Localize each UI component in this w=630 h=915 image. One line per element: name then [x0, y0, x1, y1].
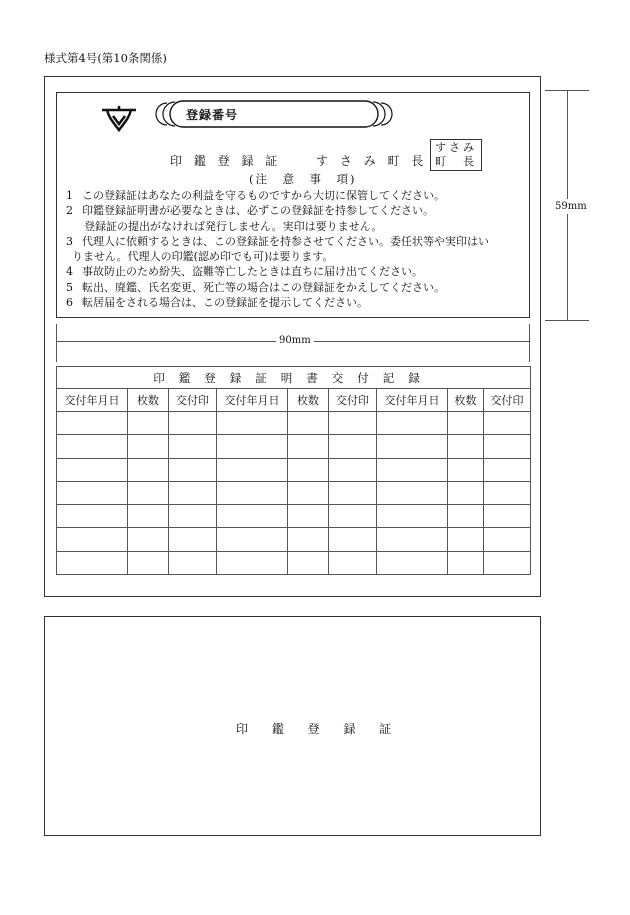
- table-cell: [448, 412, 484, 435]
- table-cell: [448, 458, 484, 481]
- column-header: 交付年月日: [377, 389, 448, 412]
- table-cell: [128, 551, 169, 574]
- table-cell: [288, 412, 329, 435]
- table-cell: [329, 458, 377, 481]
- notice-list: [66, 188, 528, 310]
- table-cell: [377, 551, 448, 574]
- table-row: [57, 551, 531, 574]
- table-cell: [128, 458, 169, 481]
- table-cell: [377, 412, 448, 435]
- notice-item: 4 事故防止のため紛失、盗難等亡したときは直ちに届け出てください。: [66, 265, 423, 279]
- table-cell: [217, 551, 288, 574]
- table-cell: [448, 505, 484, 528]
- seal-line-1: すさみ: [435, 141, 477, 154]
- notice-item: 2 印鑑登録証明書が必要なときは、必ずこの登録証を持参してください。: [66, 204, 434, 218]
- table-cell: [57, 481, 128, 504]
- table-row: [57, 458, 531, 481]
- table-cell: [484, 551, 531, 574]
- table-cell: [57, 528, 128, 551]
- column-header: 枚数: [128, 389, 169, 412]
- table-cell: [377, 528, 448, 551]
- table-cell: [484, 435, 531, 458]
- column-header: 枚数: [448, 389, 484, 412]
- table-cell: [128, 435, 169, 458]
- width-dimension-tick-right: [529, 324, 530, 362]
- table-cell: [57, 458, 128, 481]
- height-dimension-tick-top: [545, 90, 589, 91]
- table-cell: [169, 551, 217, 574]
- table-cell: [217, 481, 288, 504]
- table-cell: [329, 528, 377, 551]
- table-cell: [217, 435, 288, 458]
- column-header: 交付印: [169, 389, 217, 412]
- table-cell: [329, 551, 377, 574]
- table-cell: [169, 435, 217, 458]
- table-cell: [57, 505, 128, 528]
- table-cell: [484, 458, 531, 481]
- table-cell: [288, 528, 329, 551]
- table-cell: [128, 528, 169, 551]
- table-cell: [484, 505, 531, 528]
- table-cell: [377, 458, 448, 481]
- table-cell: [169, 528, 217, 551]
- table-cell: [288, 435, 329, 458]
- table-cell: [484, 412, 531, 435]
- back-side-title: 印 鑑 登 録 証: [236, 722, 402, 736]
- table-cell: [169, 505, 217, 528]
- official-seal: [430, 139, 482, 171]
- table-cell: [448, 528, 484, 551]
- notice-heading: (注 意 事 項): [249, 172, 357, 186]
- table-row: [57, 435, 531, 458]
- table-cell: [57, 412, 128, 435]
- town-mayor-label: す さ み 町 長: [316, 154, 428, 168]
- table-cell: [484, 481, 531, 504]
- notice-continuation: りません。代理人の印鑑(認め印でも可)は要ります。: [72, 250, 334, 264]
- table-cell: [217, 505, 288, 528]
- table-cell: [377, 435, 448, 458]
- town-emblem-icon: [99, 104, 139, 134]
- width-dimension-tick-left: [56, 324, 57, 362]
- table-row: [57, 505, 531, 528]
- table-cell: [169, 412, 217, 435]
- table-cell: [377, 481, 448, 504]
- height-dimension-label: 59mm: [555, 201, 587, 212]
- table-cell: [288, 458, 329, 481]
- table-cell: [448, 435, 484, 458]
- table-cell: [169, 458, 217, 481]
- table-cell: [128, 481, 169, 504]
- table-cell: [377, 505, 448, 528]
- table-cell: [217, 458, 288, 481]
- table-cell: [217, 412, 288, 435]
- width-dimension-label: 90mm: [276, 335, 314, 346]
- table-cell: [288, 551, 329, 574]
- table-cell: [169, 481, 217, 504]
- issuance-record-table: [56, 366, 531, 575]
- table-cell: [329, 481, 377, 504]
- height-dimension-tick-bottom: [545, 320, 589, 321]
- column-header: 枚数: [288, 389, 329, 412]
- column-header: 交付年月日: [57, 389, 128, 412]
- table-cell: [288, 505, 329, 528]
- column-header: 交付印: [484, 389, 531, 412]
- notice-item: 1 この登録証はあなたの利益を守るものですから大切に保管してください。: [66, 189, 445, 202]
- seal-line-2: 町 長: [435, 155, 477, 168]
- table-cell: [329, 505, 377, 528]
- table-row: [57, 528, 531, 551]
- column-header: 交付年月日: [217, 389, 288, 412]
- notice-item: 6 転居届をされる場合は、この登録証を提示してください。: [66, 296, 368, 310]
- notice-item: 3 代理人に依頼するときは、この登録証を持参させてください。委任状等や実印はい: [66, 234, 489, 248]
- table-cell: [448, 481, 484, 504]
- table-cell: [484, 528, 531, 551]
- card-heading: 印 鑑 登 録 証: [170, 154, 282, 168]
- record-table-title: 印鑑登録証明書交付記録: [57, 367, 531, 389]
- table-cell: [217, 528, 288, 551]
- column-header: 交付印: [329, 389, 377, 412]
- table-cell: [448, 551, 484, 574]
- table-row: [57, 412, 531, 435]
- notice-continuation: 登録証の提出がなければ発行しません。実印は要りません。: [84, 219, 383, 233]
- table-cell: [57, 435, 128, 458]
- table-cell: [57, 551, 128, 574]
- registration-number-label: 登録番号: [186, 108, 239, 122]
- form-title: 様式第4号(第10条関係): [44, 51, 167, 65]
- table-cell: [288, 481, 329, 504]
- table-cell: [128, 412, 169, 435]
- table-cell: [329, 435, 377, 458]
- table-cell: [128, 505, 169, 528]
- table-row: [57, 481, 531, 504]
- table-cell: [329, 412, 377, 435]
- notice-item: 5 転出、廃鑑、氏名変更、死亡等の場合はこの登録証をかえしてください。: [66, 280, 445, 294]
